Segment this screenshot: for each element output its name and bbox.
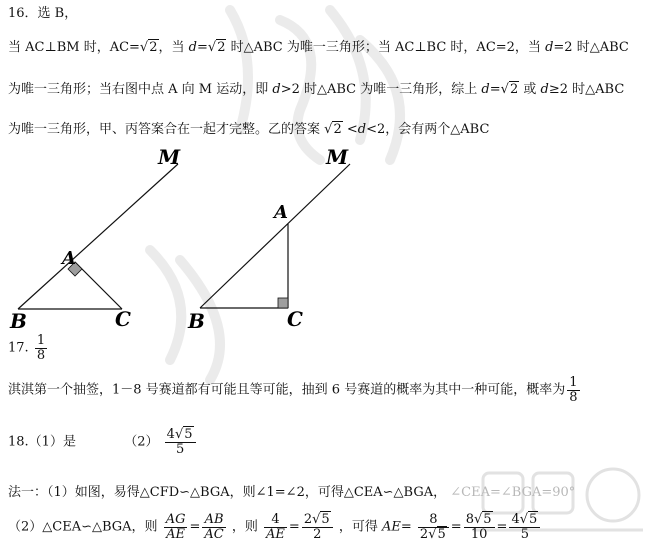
q16-line3: 为唯一三角形，甲、丙答案合在一起才完整。乙的答案 √2 <d<2，会有两个△ABC bbox=[8, 122, 490, 137]
label-c: C bbox=[287, 307, 303, 331]
triangle-figure-perpendicular-bm bbox=[0, 140, 190, 335]
q16-line1-a: 当 AC⊥BM 时，AC= bbox=[8, 40, 140, 55]
q16-line2: 为唯一三角形；当右图中点 A 向 M 运动，即 d>2 时△ABC 为唯一三角形，综上 d=√2 或 d≥2 时△ABC bbox=[8, 82, 625, 97]
fraction: $\frac{4√5}{5}$ bbox=[509, 513, 540, 541]
sqrt-expression: √2 bbox=[500, 82, 519, 97]
q18-method-tail: ∠CEA=∠BGA=90° bbox=[450, 485, 576, 500]
label-a: A bbox=[274, 202, 288, 223]
q17-explanation: 淇淇第一个抽签，1－8 号赛道都有可能且等可能，抽到 6 号赛道的概率为其中一种可能，概率为 $\frac{1}{8}$ bbox=[8, 375, 578, 405]
fraction: $\frac{AB}{AC}$ bbox=[204, 512, 224, 542]
fraction: $\frac{4}{AE}$ bbox=[266, 512, 285, 542]
q16-line1: 当 AC⊥BM 时，AC=√2，当 d=√2 时△ABC 为唯一三角形；当 AC⊥BC 时，AC=2，当 d=2 时△ABC bbox=[8, 40, 629, 55]
sqrt-expression: √2 bbox=[139, 40, 158, 55]
label-m: M bbox=[158, 145, 181, 169]
sqrt-expression: √2 bbox=[207, 40, 226, 55]
label-b: B bbox=[10, 309, 27, 333]
q18-answers: 18.（1）是 （2） $\frac{4√5}{5}$ bbox=[8, 428, 198, 456]
triangle-figure-perpendicular-bc bbox=[180, 140, 360, 335]
q18-method-line: 法一：（1）如图，易得△CFD∽△BGA，则∠1=∠2，可得△CEA∽△BGA， ∠CEA=∠BGA=90° bbox=[8, 485, 576, 500]
fraction: $\frac{8√5}{10}$ bbox=[464, 513, 495, 541]
sqrt-expression: √2 bbox=[324, 122, 342, 137]
label-b: B bbox=[188, 309, 205, 333]
fraction: $\frac{2√5}{2}$ bbox=[302, 513, 333, 541]
fraction: $\frac{1}{8}$ bbox=[36, 333, 46, 363]
label-a: A bbox=[62, 248, 76, 269]
fraction: $\frac{4√5}{5}$ bbox=[165, 428, 196, 456]
fraction: $\frac{8}{2√5}$ bbox=[418, 513, 449, 541]
q16-number: 16．选 B， bbox=[8, 6, 78, 21]
q17-answer: 17. $\frac{1}{8}$ bbox=[8, 333, 46, 363]
label-c: C bbox=[115, 307, 131, 331]
q18-derivation: （2）△CEA∽△BGA，则 $\frac{AG}{AE}$ = $\frac{AB}{AC}$ ，则 $\frac{4}{AE}$ = $\frac{2√5}{2}$ ，可得 AE= $\frac{8}{2√5}$ = $\frac{8√5}{10}$ = $\frac{4√5}{5}$ bbox=[8, 513, 542, 541]
label-m: M bbox=[326, 145, 349, 169]
fraction: $\frac{AG}{AE}$ bbox=[165, 512, 186, 542]
fraction: $\frac{1}{8}$ bbox=[569, 375, 578, 405]
